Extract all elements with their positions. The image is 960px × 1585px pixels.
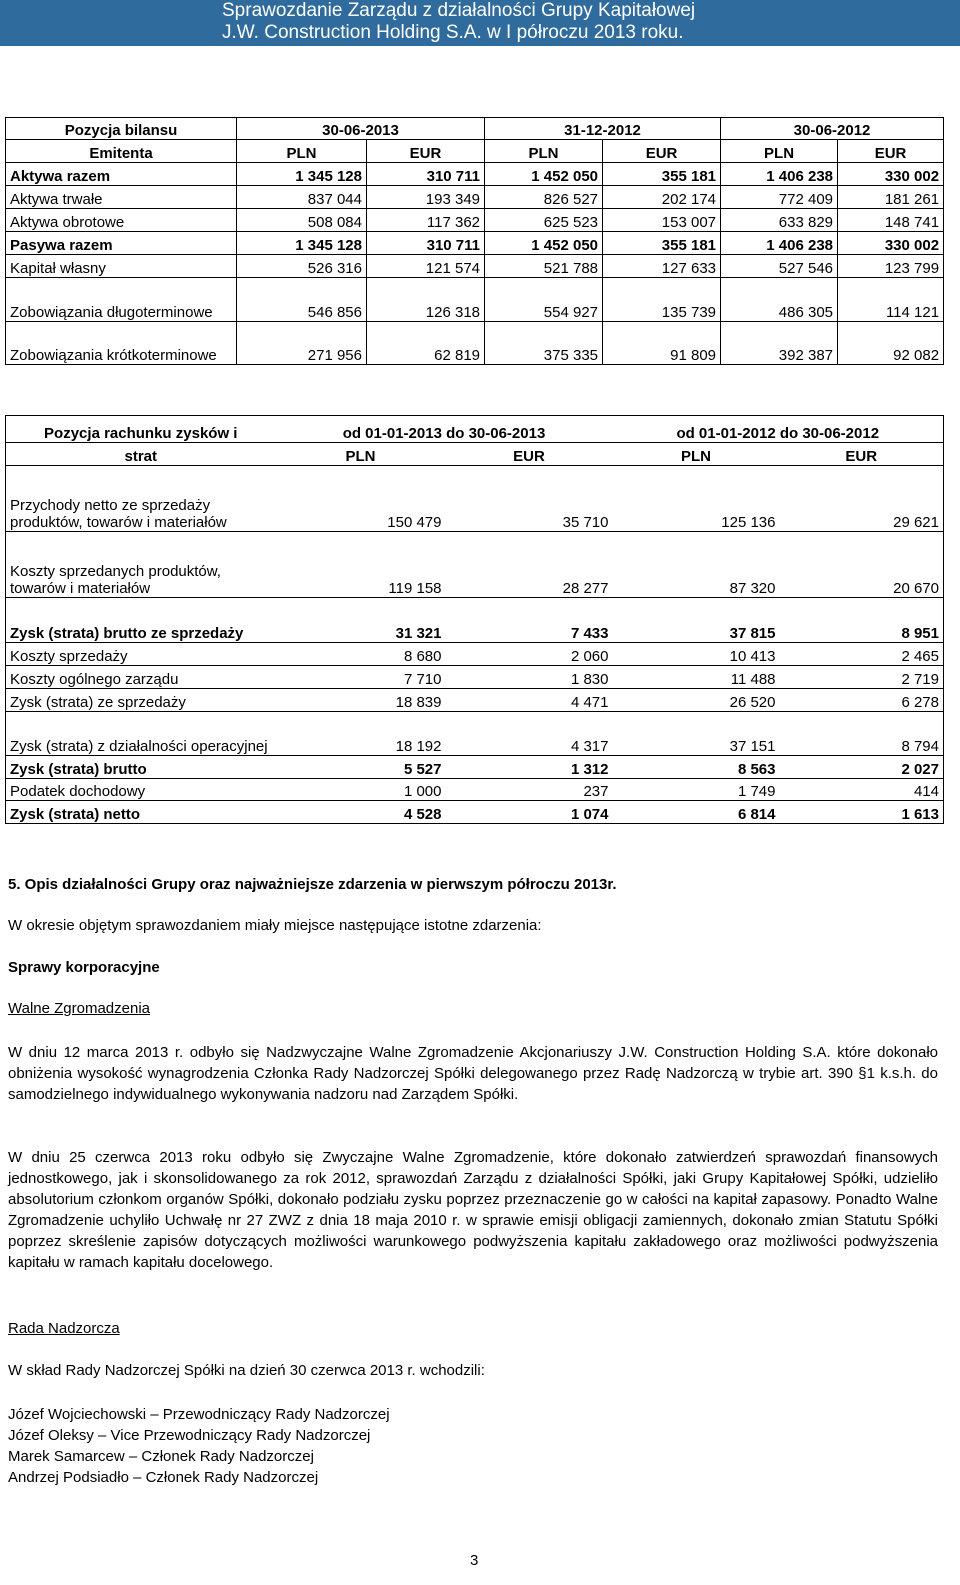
- cell-value: 181 261: [838, 186, 944, 209]
- cell-value: 6 278: [780, 689, 944, 712]
- table-row: [6, 801, 944, 824]
- cell-value: 526 316: [237, 255, 367, 278]
- cell-value: 18 192: [276, 712, 446, 756]
- table-row: [6, 278, 944, 322]
- board-member-list: [8, 1404, 938, 1488]
- cell-value: 31 321: [276, 598, 446, 643]
- income-currency: PLN: [613, 443, 780, 466]
- cell-value: 1 452 050: [485, 232, 603, 255]
- table-row: [6, 163, 944, 186]
- table-row: [6, 532, 944, 598]
- list-item: Marek Samarcew – Członek Rady Nadzorczej: [8, 1448, 314, 1465]
- table-row: [6, 666, 944, 689]
- section-heading: 5. Opis działalności Grupy oraz najważniejsze zdarzenia w pierwszym półroczu 2013r.: [8, 876, 617, 893]
- cell-value: 1 345 128: [237, 163, 367, 186]
- row-label: Zobowiązania długoterminowe: [6, 278, 237, 322]
- income-period-2: od 01-01-2012 do 30-06-2012: [613, 416, 944, 443]
- table-row: [6, 209, 944, 232]
- cell-value: 4 528: [276, 801, 446, 824]
- cell-value: 355 181: [603, 163, 721, 186]
- cell-value: 310 711: [367, 163, 485, 186]
- cell-value: 2 060: [446, 643, 613, 666]
- cell-value: 8 563: [613, 756, 780, 779]
- cell-value: 1 074: [446, 801, 613, 824]
- cell-value: 91 809: [603, 322, 721, 365]
- row-label: Zysk (strata) z działalności operacyjnej: [6, 712, 276, 756]
- table-row: [6, 466, 944, 532]
- cell-value: 37 151: [613, 712, 780, 756]
- cell-value: 508 084: [237, 209, 367, 232]
- cell-value: 117 362: [367, 209, 485, 232]
- cell-value: 4 317: [446, 712, 613, 756]
- cell-value: 5 527: [276, 756, 446, 779]
- cell-value: 10 413: [613, 643, 780, 666]
- cell-value: 772 409: [721, 186, 838, 209]
- cell-value: 87 320: [613, 532, 780, 598]
- balance-currency: EUR: [603, 140, 721, 163]
- balance-date-2: 31-12-2012: [485, 118, 721, 140]
- table-row: [6, 756, 944, 779]
- cell-value: 1 749: [613, 779, 780, 801]
- cell-value: 521 788: [485, 255, 603, 278]
- cell-value: 1 345 128: [237, 232, 367, 255]
- page-number: 3: [470, 1552, 479, 1569]
- cell-value: 7 433: [446, 598, 613, 643]
- agm-heading: Walne Zgromadzenia: [8, 1000, 151, 1017]
- cell-value: 114 121: [838, 278, 944, 322]
- table-row: [6, 232, 944, 255]
- cell-value: 150 479: [276, 466, 446, 532]
- list-item: Józef Oleksy – Vice Przewodniczący Rady Nadzorczej: [8, 1427, 371, 1444]
- table-row: [6, 712, 944, 756]
- cell-value: 330 002: [838, 163, 944, 186]
- balance-date-3: 30-06-2012: [721, 118, 944, 140]
- income-currency: EUR: [780, 443, 944, 466]
- cell-value: 125 136: [613, 466, 780, 532]
- cell-value: 126 318: [367, 278, 485, 322]
- table-row: [6, 186, 944, 209]
- cell-value: 6 814: [613, 801, 780, 824]
- income-header-label: Pozycja rachunku zysków i: [6, 416, 276, 443]
- row-label: Podatek dochodowy: [6, 779, 276, 801]
- row-label: Koszty sprzedaży: [6, 643, 276, 666]
- row-label: Aktywa trwałe: [6, 186, 237, 209]
- table-row: [6, 598, 944, 643]
- cell-value: 1 406 238: [721, 163, 838, 186]
- cell-value: 193 349: [367, 186, 485, 209]
- cell-value: 355 181: [603, 232, 721, 255]
- cell-value: 35 710: [446, 466, 613, 532]
- cell-value: 1 406 238: [721, 232, 838, 255]
- cell-value: 8 680: [276, 643, 446, 666]
- cell-value: 826 527: [485, 186, 603, 209]
- table-row: [6, 322, 944, 365]
- table-row: [6, 779, 944, 801]
- cell-value: 37 815: [613, 598, 780, 643]
- income-currency: PLN: [276, 443, 446, 466]
- cell-value: 8 951: [780, 598, 944, 643]
- header-title-line1: Sprawozdanie Zarządu z działalności Grupy Kapitałowej: [222, 0, 696, 21]
- row-label: Aktywa razem: [6, 163, 237, 186]
- balance-currency: EUR: [838, 140, 944, 163]
- agm-paragraph-1: W dniu 12 marca 2013 r. odbyło się Nadzwyczajne Walne Zgromadzenie Akcjonariuszy J.W. Construction Holding S.A. które dokonało obniżenia wysokość wynagrodzenia Członka Rady Nadzorczej Spółki delegowanego przez Radę Nadzorczą w trybie art. 390 §1 k.s.h. do samodzielnego indywidualnego wykonywania nadzoru nad Zarządem Spółki.: [8, 1044, 938, 1103]
- table-row: [6, 689, 944, 712]
- cell-value: 202 174: [603, 186, 721, 209]
- table-row: [6, 255, 944, 278]
- cell-value: 1 312: [446, 756, 613, 779]
- cell-value: 486 305: [721, 278, 838, 322]
- section-intro: W okresie objętym sprawozdaniem miały miejsce następujące istotne zdarzenia:: [8, 917, 542, 934]
- balance-currency: PLN: [237, 140, 367, 163]
- row-label: Zysk (strata) brutto ze sprzedaży: [6, 598, 276, 643]
- balance-header-label-2: Emitenta: [6, 140, 237, 163]
- row-label: Pasywa razem: [6, 232, 237, 255]
- cell-value: 121 574: [367, 255, 485, 278]
- agm-paragraph-2: W dniu 25 czerwca 2013 roku odbyło się Zwyczajne Walne Zgromadzenie, które dokonało zatwierdzeń sprawozdań finansowych jednostkowego, jak i skonsolidowanego za rok 2012, sprawozdań Zarządu z działalności Spółki, jaki Grupy Kapitałowej Spółki, udzieliło absolutorium członkom organów Spółki, dokonało podziału zysku poprzez przeznaczenie go w całości na kapitał zapasowy. Ponadto Walne Zgromadzenie uchyliło Uchwałę nr 27 ZWZ z dnia 18 maja 2010 r. w sprawie emisji obligacji zamiennych, dokonało zmian Statutu Spółki poprzez skreślenie zapisów dotyczących możliwości warunkowego podwyższenia kapitału zakładowego oraz możliwości podwyższenia kapitału w ramach kapitału docelowego.: [8, 1149, 938, 1271]
- cell-value: 62 819: [367, 322, 485, 365]
- cell-value: 837 044: [237, 186, 367, 209]
- cell-value: 2 027: [780, 756, 944, 779]
- cell-value: 625 523: [485, 209, 603, 232]
- cell-value: 92 082: [838, 322, 944, 365]
- row-label: Kapitał własny: [6, 255, 237, 278]
- cell-value: 1 613: [780, 801, 944, 824]
- row-label: Przychody netto ze sprzedaży produktów, towarów i materiałów: [6, 466, 276, 532]
- list-item: Andrzej Podsiadło – Członek Rady Nadzorczej: [8, 1469, 319, 1486]
- row-label: Koszty ogólnego zarządu: [6, 666, 276, 689]
- cell-value: 1 000: [276, 779, 446, 801]
- cell-value: 18 839: [276, 689, 446, 712]
- cell-value: 28 277: [446, 532, 613, 598]
- cell-value: 127 633: [603, 255, 721, 278]
- cell-value: 414: [780, 779, 944, 801]
- cell-value: 310 711: [367, 232, 485, 255]
- cell-value: 135 739: [603, 278, 721, 322]
- board-intro: W skład Rady Nadzorczej Spółki na dzień 30 czerwca 2013 r. wchodzili:: [8, 1362, 485, 1379]
- balance-sheet-table: [5, 117, 944, 365]
- table-row: [6, 643, 944, 666]
- cell-value: 11 488: [613, 666, 780, 689]
- row-label: Zysk (strata) netto: [6, 801, 276, 824]
- balance-currency: PLN: [485, 140, 603, 163]
- row-label: Aktywa obrotowe: [6, 209, 237, 232]
- cell-value: 148 741: [838, 209, 944, 232]
- income-statement-table: [5, 415, 944, 824]
- income-currency: EUR: [446, 443, 613, 466]
- cell-value: 271 956: [237, 322, 367, 365]
- row-label: Zobowiązania krótkoterminowe: [6, 322, 237, 365]
- board-heading: Rada Nadzorcza: [8, 1320, 120, 1337]
- cell-value: 375 335: [485, 322, 603, 365]
- cell-value: 7 710: [276, 666, 446, 689]
- row-label: Zysk (strata) ze sprzedaży: [6, 689, 276, 712]
- cell-value: 633 829: [721, 209, 838, 232]
- cell-value: 546 856: [237, 278, 367, 322]
- header-title-line2: J.W. Construction Holding S.A. w I półroczu 2013 roku.: [222, 22, 684, 43]
- cell-value: 2 719: [780, 666, 944, 689]
- cell-value: 29 621: [780, 466, 944, 532]
- cell-value: 527 546: [721, 255, 838, 278]
- corporate-heading: Sprawy korporacyjne: [8, 959, 160, 976]
- cell-value: 153 007: [603, 209, 721, 232]
- cell-value: 20 670: [780, 532, 944, 598]
- balance-currency: PLN: [721, 140, 838, 163]
- cell-value: 8 794: [780, 712, 944, 756]
- cell-value: 392 387: [721, 322, 838, 365]
- cell-value: 554 927: [485, 278, 603, 322]
- cell-value: 1 452 050: [485, 163, 603, 186]
- cell-value: 1 830: [446, 666, 613, 689]
- income-period-1: od 01-01-2013 do 30-06-2013: [276, 416, 613, 443]
- cell-value: 330 002: [838, 232, 944, 255]
- cell-value: 26 520: [613, 689, 780, 712]
- row-label: Zysk (strata) brutto: [6, 756, 276, 779]
- cell-value: 4 471: [446, 689, 613, 712]
- income-header-label-2: strat: [6, 443, 276, 466]
- cell-value: 119 158: [276, 532, 446, 598]
- cell-value: 123 799: [838, 255, 944, 278]
- row-label: Koszty sprzedanych produktów, towarów i materiałów: [6, 532, 276, 598]
- document-header: [0, 0, 960, 46]
- balance-currency: EUR: [367, 140, 485, 163]
- balance-header-label: Pozycja bilansu: [6, 118, 237, 140]
- balance-date-1: 30-06-2013: [237, 118, 485, 140]
- cell-value: 237: [446, 779, 613, 801]
- list-item: Józef Wojciechowski – Przewodniczący Rady Nadzorczej: [8, 1406, 390, 1423]
- cell-value: 2 465: [780, 643, 944, 666]
